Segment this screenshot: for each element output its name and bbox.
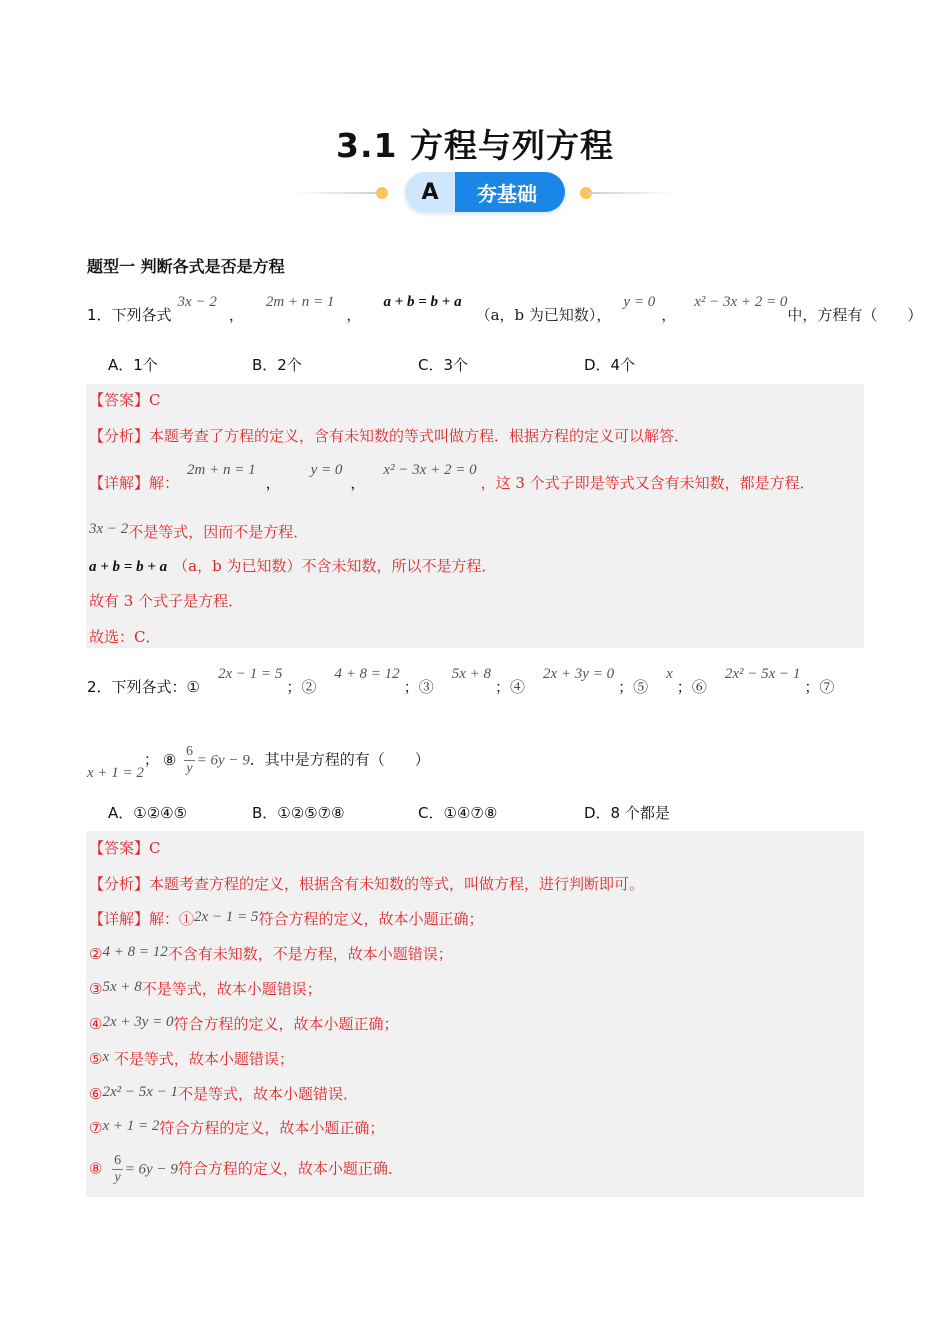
- math-expr: x + 1 = 2: [87, 764, 144, 781]
- detail-line-3: [89, 978, 322, 999]
- math-expr: 2m + n = 1: [265, 294, 335, 310]
- detail-text: 不含有未知数，不是方程，故本小题错误；: [167, 945, 453, 963]
- math-expr: 3x − 2: [89, 521, 129, 537]
- item-mark: ⑤: [89, 1050, 103, 1068]
- detail-tail: ，这 3 个式子即是等式又含有未知数，都是方程．: [480, 474, 815, 492]
- detail-line-6: [89, 1083, 358, 1104]
- detail-text: 不是等式，因而不是方程．: [128, 523, 309, 541]
- option-d[interactable]: D．4个: [584, 356, 636, 374]
- level-badge: [405, 172, 565, 212]
- detail-line-7: [89, 1117, 384, 1138]
- math-expr: 2x² − 5x − 1: [102, 1084, 179, 1100]
- numerator: 6: [114, 1153, 122, 1168]
- analysis-text: 【分析】本题考查方程的定义，根据含有未知数的等式，叫做方程，进行判断即可。: [89, 875, 645, 893]
- page-title: 3.1 方程与列方程: [336, 126, 614, 165]
- option-a[interactable]: A．1个: [108, 356, 158, 374]
- numerator: 6: [185, 744, 193, 759]
- item-mark: ③: [89, 980, 103, 998]
- math-expr: 2x − 1 = 5: [218, 666, 283, 682]
- detail-text: 不是等式，故本小题错误．: [178, 1085, 359, 1103]
- item-mark: ⑦: [819, 678, 835, 696]
- math-expr: x: [102, 1049, 110, 1065]
- answer-label: 【答案】C: [89, 839, 161, 857]
- detail-line-1: [89, 908, 483, 929]
- decorative-line-left: [295, 192, 380, 194]
- math-expr: 2x + 3y = 0: [543, 666, 615, 682]
- detail-line-5: 故选：C．: [89, 628, 161, 646]
- detail-text: 不是等式，故本小题错误；: [109, 1050, 294, 1068]
- detail-text: 符合方程的定义，故本小题正确；: [258, 910, 484, 928]
- math-expr: 4 + 8 = 12: [102, 944, 168, 960]
- detail-text: （a，b 为已知数）不含未知数，所以不是方程．: [173, 557, 497, 575]
- detail-line-4: 故有 3 个式子是方程．: [89, 592, 244, 610]
- section-heading: 题型一 判断各式是否是方程: [87, 257, 285, 276]
- item-mark: ②: [301, 678, 317, 696]
- answer-label: 【答案】C: [89, 391, 161, 409]
- math-expr: 5x + 8: [451, 666, 491, 682]
- fraction: [112, 1153, 122, 1186]
- math-expr: = 6y − 9: [196, 752, 250, 769]
- denominator: y: [186, 761, 193, 776]
- item-mark: ①: [179, 910, 195, 928]
- math-expr: y = 0: [310, 462, 343, 478]
- math-expr: = 6y − 9: [124, 1161, 178, 1178]
- math-expr: y = 0: [623, 294, 656, 310]
- item-mark: ⑥: [691, 678, 707, 696]
- math-expr: 5x + 8: [102, 979, 142, 995]
- option-a[interactable]: A．①②④⑤: [108, 804, 188, 822]
- detail-label: 【详解】解：: [89, 910, 180, 928]
- math-expr: 2m + n = 1: [187, 462, 256, 478]
- question-number: 1．下列各式: [87, 306, 172, 324]
- item-mark: ⑧: [162, 750, 177, 769]
- item-mark: ⑧: [89, 1159, 103, 1178]
- detail-label: 【详解】解：: [89, 474, 180, 492]
- separator: ，: [228, 306, 244, 324]
- detail-line-3: [89, 555, 496, 576]
- separator: ；: [495, 678, 511, 696]
- question-number: 2．下列各式：: [87, 678, 187, 696]
- option-d[interactable]: D．8 个都是: [584, 804, 670, 822]
- math-expr: x: [666, 666, 673, 682]
- separator: ；: [804, 678, 820, 696]
- section-badge-row: [0, 172, 950, 212]
- separator: ，: [265, 474, 281, 492]
- badge-text: 夯基础: [455, 172, 565, 212]
- item-mark: ⑥: [89, 1085, 103, 1103]
- question-tail: 中，方程有（ ）: [787, 306, 923, 324]
- detail-line-2: [89, 943, 453, 964]
- answer-box-2: [86, 831, 864, 1197]
- math-expr: a + b = b + a: [383, 294, 462, 310]
- badge-letter: A: [405, 172, 455, 212]
- math-expr: 2x − 1 = 5: [194, 909, 259, 925]
- math-expr: x² − 3x + 2 = 0: [694, 294, 788, 310]
- separator: ；: [143, 750, 159, 769]
- separator: ；: [676, 678, 692, 696]
- math-expr: 4 + 8 = 12: [334, 666, 400, 682]
- separator: ；: [618, 678, 634, 696]
- separator: ；: [286, 678, 302, 696]
- decorative-line-right: [588, 192, 673, 194]
- detail-text: 符合方程的定义，故本小题正确；: [159, 1119, 385, 1137]
- option-b[interactable]: B．①②⑤⑦⑧: [252, 804, 345, 822]
- item-mark: ⑤: [633, 678, 649, 696]
- detail-text: 不是等式，故本小题错误；: [141, 980, 322, 998]
- math-expr: a + b = b + a: [89, 559, 168, 575]
- detail-text: 符合方程的定义，故本小题正确．: [177, 1159, 403, 1178]
- item-mark: ⑦: [89, 1119, 103, 1137]
- option-c[interactable]: C．①④⑦⑧: [418, 804, 498, 822]
- item-mark: ①: [186, 678, 200, 696]
- detail-text: 符合方程的定义，故本小题正确；: [173, 1015, 399, 1033]
- analysis-text: 【分析】本题考查了方程的定义，含有未知数的等式叫做方程．根据方程的定义可以解答．: [89, 427, 690, 445]
- question-1-stem: [87, 294, 923, 325]
- item-mark: ③: [418, 678, 434, 696]
- separator: ，: [661, 306, 677, 324]
- question-2-stem-cont: [87, 744, 430, 781]
- fraction: [184, 744, 194, 777]
- detail-line-1: [89, 462, 815, 493]
- item-mark: ②: [89, 945, 103, 963]
- math-expr: 2x + 3y = 0: [102, 1014, 174, 1030]
- detail-line-2: [89, 521, 308, 542]
- question-tail: ．其中是方程的有（ ）: [249, 750, 430, 769]
- math-expr: 2x² − 5x − 1: [724, 666, 801, 682]
- option-c[interactable]: C．3个: [418, 356, 469, 374]
- denominator: y: [114, 1170, 121, 1185]
- separator: ；: [403, 678, 419, 696]
- separator: ，: [346, 306, 362, 324]
- separator: ，: [350, 474, 366, 492]
- note-text: （a，b 为已知数），: [475, 306, 612, 324]
- item-mark: ④: [89, 1015, 103, 1033]
- math-expr: x² − 3x + 2 = 0: [383, 462, 477, 478]
- math-expr: 3x − 2: [177, 294, 217, 310]
- detail-line-8: [89, 1153, 403, 1186]
- dot-icon: [376, 187, 388, 199]
- answer-box-1: [86, 384, 864, 648]
- option-b[interactable]: B．2个: [252, 356, 302, 374]
- math-expr: x + 1 = 2: [102, 1118, 160, 1134]
- item-mark: ④: [510, 678, 526, 696]
- detail-line-4: [89, 1013, 399, 1034]
- question-2-stem: [87, 666, 835, 697]
- detail-line-5: [89, 1048, 294, 1069]
